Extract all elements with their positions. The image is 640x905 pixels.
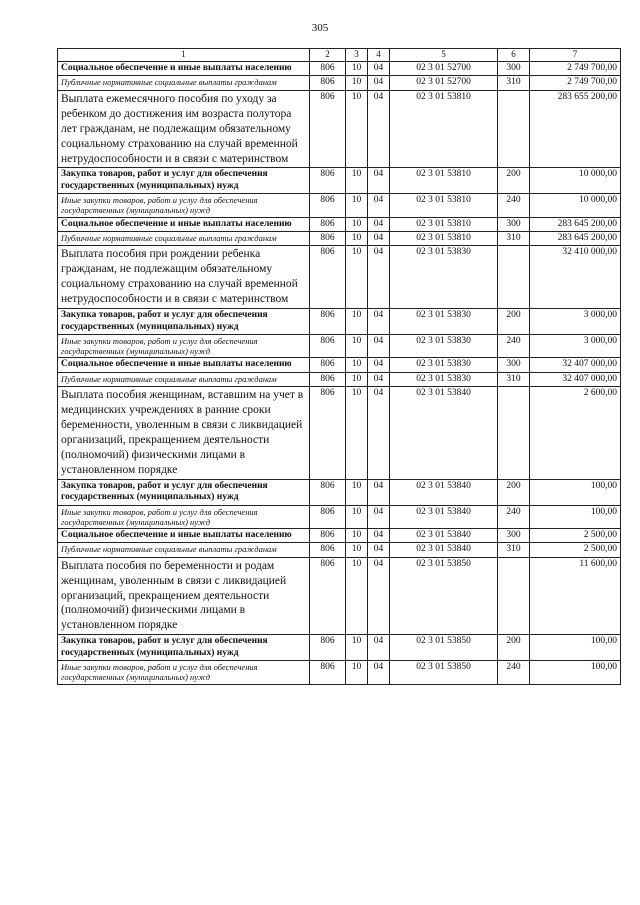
table-row	[58, 358, 621, 372]
row-code-section: 10	[346, 168, 368, 194]
row-name: Публичные нормативные социальные выплаты гражданам	[58, 76, 310, 90]
row-code-subsection: 04	[368, 479, 390, 505]
row-code-section: 10	[346, 246, 368, 309]
row-code-ministry: 806	[310, 372, 346, 386]
col-header-5: 5	[390, 49, 498, 62]
table-row	[58, 557, 621, 635]
row-name: Социальное обеспечение и иные выплаты населению	[58, 528, 310, 542]
table-row	[58, 635, 621, 661]
table-row	[58, 76, 621, 90]
row-amount: 3 000,00	[530, 309, 621, 335]
table-row	[58, 309, 621, 335]
table-row	[58, 661, 621, 684]
row-name: Иные закупки товаров, работ и услуг для обеспечения государственных (муниципальных) нужд	[58, 661, 310, 684]
row-code-target: 02 3 01 53810	[390, 217, 498, 231]
row-amount: 2 600,00	[530, 387, 621, 480]
row-code-expense-type: 240	[498, 334, 530, 357]
row-code-expense-type: 200	[498, 309, 530, 335]
row-code-section: 10	[346, 387, 368, 480]
row-code-section: 10	[346, 217, 368, 231]
row-code-subsection: 04	[368, 194, 390, 217]
row-code-target: 02 3 01 53830	[390, 309, 498, 335]
row-code-expense-type: 300	[498, 358, 530, 372]
row-code-subsection: 04	[368, 505, 390, 528]
row-name: Выплата пособия женщинам, вставшим на учет в медицинских учреждениях в ранние сроки беременности, уволенным в связи с ликвидацией организаций, прекращением деятельности (полномочий) физическими лицами в установленном порядке	[58, 387, 310, 480]
row-code-expense-type	[498, 90, 530, 168]
row-code-expense-type	[498, 246, 530, 309]
table-row	[58, 90, 621, 168]
row-code-subsection: 04	[368, 334, 390, 357]
row-code-ministry: 806	[310, 217, 346, 231]
table-row	[58, 479, 621, 505]
row-code-subsection: 04	[368, 557, 390, 635]
row-code-subsection: 04	[368, 168, 390, 194]
row-code-section: 10	[346, 543, 368, 557]
row-amount: 100,00	[530, 635, 621, 661]
row-code-target: 02 3 01 53850	[390, 635, 498, 661]
row-amount: 3 000,00	[530, 334, 621, 357]
row-amount: 283 655 200,00	[530, 90, 621, 168]
row-code-target: 02 3 01 53840	[390, 505, 498, 528]
table-row	[58, 246, 621, 309]
row-code-subsection: 04	[368, 217, 390, 231]
row-code-section: 10	[346, 479, 368, 505]
table-row	[58, 194, 621, 217]
row-amount: 100,00	[530, 479, 621, 505]
row-code-subsection: 04	[368, 358, 390, 372]
row-code-section: 10	[346, 334, 368, 357]
row-amount: 32 407 000,00	[530, 358, 621, 372]
row-code-expense-type: 200	[498, 168, 530, 194]
row-code-section: 10	[346, 62, 368, 76]
row-code-ministry: 806	[310, 334, 346, 357]
row-amount: 2 500,00	[530, 543, 621, 557]
row-code-target: 02 3 01 52700	[390, 76, 498, 90]
row-name: Социальное обеспечение и иные выплаты населению	[58, 62, 310, 76]
row-code-target: 02 3 01 53830	[390, 372, 498, 386]
page-number: 305	[311, 22, 329, 34]
row-name: Социальное обеспечение и иные выплаты населению	[58, 358, 310, 372]
row-name: Выплата ежемесячного пособия по уходу за ребенком до достижения им возраста полутора лет гражданам, не подлежащим обязательному социальному страхованию на случай временной нетрудоспособности и в связи с материнством	[58, 90, 310, 168]
row-code-ministry: 806	[310, 635, 346, 661]
row-amount: 10 000,00	[530, 194, 621, 217]
row-name: Социальное обеспечение и иные выплаты населению	[58, 217, 310, 231]
row-code-ministry: 806	[310, 76, 346, 90]
row-code-section: 10	[346, 505, 368, 528]
row-amount: 32 410 000,00	[530, 246, 621, 309]
row-code-ministry: 806	[310, 661, 346, 684]
row-code-ministry: 806	[310, 557, 346, 635]
row-code-subsection: 04	[368, 528, 390, 542]
row-amount: 32 407 000,00	[530, 372, 621, 386]
table-row	[58, 505, 621, 528]
row-code-ministry: 806	[310, 528, 346, 542]
table-row	[58, 334, 621, 357]
table-row	[58, 387, 621, 480]
row-code-expense-type: 310	[498, 76, 530, 90]
row-amount: 2 500,00	[530, 528, 621, 542]
row-code-target: 02 3 01 53850	[390, 557, 498, 635]
row-code-expense-type: 240	[498, 194, 530, 217]
row-amount: 283 645 200,00	[530, 217, 621, 231]
row-code-subsection: 04	[368, 635, 390, 661]
table-row	[58, 217, 621, 231]
table-row	[58, 528, 621, 542]
row-code-target: 02 3 01 53810	[390, 194, 498, 217]
row-name: Публичные нормативные социальные выплаты гражданам	[58, 543, 310, 557]
row-code-target: 02 3 01 53840	[390, 543, 498, 557]
row-amount: 10 000,00	[530, 168, 621, 194]
row-code-subsection: 04	[368, 661, 390, 684]
row-code-expense-type: 200	[498, 635, 530, 661]
row-code-subsection: 04	[368, 90, 390, 168]
row-code-ministry: 806	[310, 387, 346, 480]
row-name: Выплата пособия по беременности и родам женщинам, уволенным в связи с ликвидацией организаций, прекращением деятельности (полномочий) физическими лицами в установленном порядке	[58, 557, 310, 635]
table-row	[58, 232, 621, 246]
col-header-7: 7	[530, 49, 621, 62]
row-code-expense-type: 300	[498, 217, 530, 231]
row-name: Публичные нормативные социальные выплаты гражданам	[58, 232, 310, 246]
table-row	[58, 62, 621, 76]
row-name: Выплата пособия при рождении ребенка гражданам, не подлежащим обязательному социальному страхованию на случай временной нетрудоспособности и в связи с материнством	[58, 246, 310, 309]
row-code-subsection: 04	[368, 76, 390, 90]
row-code-subsection: 04	[368, 309, 390, 335]
row-name: Закупка товаров, работ и услуг для обеспечения государственных (муниципальных) нужд	[58, 168, 310, 194]
row-code-ministry: 806	[310, 232, 346, 246]
row-code-target: 02 3 01 53810	[390, 168, 498, 194]
row-code-section: 10	[346, 557, 368, 635]
row-code-ministry: 806	[310, 358, 346, 372]
row-code-expense-type: 200	[498, 479, 530, 505]
row-code-subsection: 04	[368, 372, 390, 386]
row-code-target: 02 3 01 53850	[390, 661, 498, 684]
row-code-expense-type	[498, 557, 530, 635]
row-code-section: 10	[346, 372, 368, 386]
row-code-target: 02 3 01 53840	[390, 387, 498, 480]
table-row	[58, 372, 621, 386]
row-code-ministry: 806	[310, 62, 346, 76]
row-code-target: 02 3 01 53830	[390, 358, 498, 372]
row-code-subsection: 04	[368, 246, 390, 309]
row-code-section: 10	[346, 661, 368, 684]
row-code-section: 10	[346, 309, 368, 335]
row-code-subsection: 04	[368, 232, 390, 246]
row-code-section: 10	[346, 90, 368, 168]
row-name: Закупка товаров, работ и услуг для обеспечения государственных (муниципальных) нужд	[58, 479, 310, 505]
row-code-ministry: 806	[310, 168, 346, 194]
col-header-3: 3	[346, 49, 368, 62]
header-row	[58, 49, 621, 62]
row-code-section: 10	[346, 528, 368, 542]
row-code-target: 02 3 01 53810	[390, 90, 498, 168]
table-row	[58, 543, 621, 557]
row-amount: 11 600,00	[530, 557, 621, 635]
row-name: Иные закупки товаров, работ и услуг для обеспечения государственных (муниципальных) нужд	[58, 334, 310, 357]
row-code-expense-type: 240	[498, 661, 530, 684]
row-code-target: 02 3 01 53840	[390, 479, 498, 505]
row-amount: 100,00	[530, 661, 621, 684]
row-code-expense-type	[498, 387, 530, 480]
row-code-ministry: 806	[310, 194, 346, 217]
row-code-target: 02 3 01 53810	[390, 232, 498, 246]
row-code-ministry: 806	[310, 246, 346, 309]
col-header-4: 4	[368, 49, 390, 62]
row-code-section: 10	[346, 76, 368, 90]
row-code-ministry: 806	[310, 90, 346, 168]
row-code-ministry: 806	[310, 479, 346, 505]
row-amount: 2 749 700,00	[530, 62, 621, 76]
row-code-expense-type: 310	[498, 543, 530, 557]
row-name: Закупка товаров, работ и услуг для обеспечения государственных (муниципальных) нужд	[58, 635, 310, 661]
table-row	[58, 168, 621, 194]
row-amount: 2 749 700,00	[530, 76, 621, 90]
row-code-ministry: 806	[310, 309, 346, 335]
row-code-ministry: 806	[310, 543, 346, 557]
row-name: Закупка товаров, работ и услуг для обеспечения государственных (муниципальных) нужд	[58, 309, 310, 335]
row-code-ministry: 806	[310, 505, 346, 528]
col-header-2: 2	[310, 49, 346, 62]
row-code-section: 10	[346, 635, 368, 661]
col-header-1: 1	[58, 49, 310, 62]
row-amount: 283 645 200,00	[530, 232, 621, 246]
row-code-section: 10	[346, 358, 368, 372]
row-code-expense-type: 300	[498, 528, 530, 542]
row-code-expense-type: 310	[498, 372, 530, 386]
row-code-section: 10	[346, 232, 368, 246]
row-code-expense-type: 300	[498, 62, 530, 76]
row-amount: 100,00	[530, 505, 621, 528]
row-name: Иные закупки товаров, работ и услуг для обеспечения государственных (муниципальных) нужд	[58, 194, 310, 217]
row-code-expense-type: 310	[498, 232, 530, 246]
budget-table	[57, 48, 621, 685]
col-header-6: 6	[498, 49, 530, 62]
row-code-section: 10	[346, 194, 368, 217]
row-code-subsection: 04	[368, 543, 390, 557]
row-code-target: 02 3 01 53840	[390, 528, 498, 542]
row-code-target: 02 3 01 53830	[390, 334, 498, 357]
row-code-expense-type: 240	[498, 505, 530, 528]
row-code-target: 02 3 01 53830	[390, 246, 498, 309]
row-code-subsection: 04	[368, 387, 390, 480]
row-name: Иные закупки товаров, работ и услуг для обеспечения государственных (муниципальных) нужд	[58, 505, 310, 528]
row-code-subsection: 04	[368, 62, 390, 76]
row-name: Публичные нормативные социальные выплаты гражданам	[58, 372, 310, 386]
row-code-target: 02 3 01 52700	[390, 62, 498, 76]
